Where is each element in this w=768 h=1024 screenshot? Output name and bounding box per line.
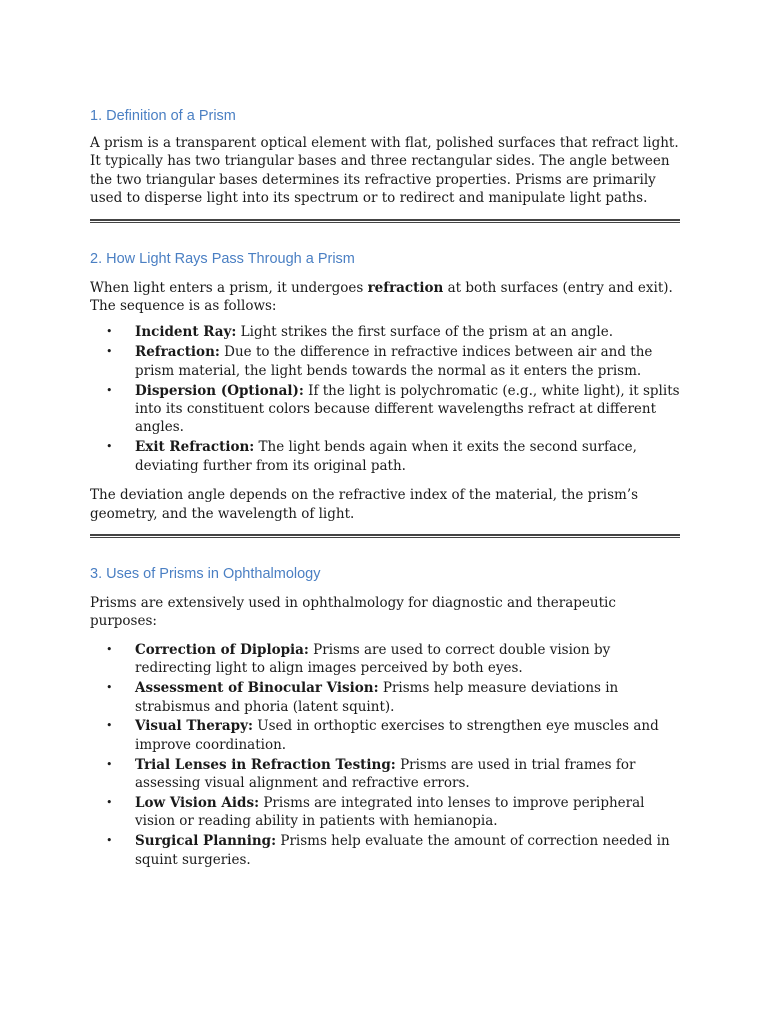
section-3-heading: 3. Uses of Prisms in Ophthalmology (90, 566, 321, 582)
list-item: • Correction of Diplopia: Prisms are used to correct double vision by redirecting light to align images perceived by both eyes. (106, 641, 611, 677)
section-3-list (90, 641, 680, 869)
list-item: • Trial Lenses in Refraction Testing: Prisms are used in trial frames for assessing visual alignment and refractive errors. (106, 756, 636, 792)
list-item: • Incident Ray: Light strikes the first surface of the prism at an angle. (106, 324, 614, 341)
list-item: • Visual Therapy: Used in orthoptic exercises to strengthen eye muscles and improve coordination. (106, 718, 659, 753)
section-2-intro: When light enters a prism, it undergoes refraction at both surfaces (entry and exit). The sequence is as follows: (90, 279, 673, 315)
list-item: • Dispersion (Optional): If the light is polychromatic (e.g., white light), it splits into its constituent colors because different wavelengths refract at different angles. (106, 382, 680, 436)
section-1-body: A prism is a transparent optical element with flat, polished surfaces that refract light. It typically has two triangular bases and three rectangular sides. The angle between the two triangular bases determines its refractive properties. Prisms are primarily used to disperse light into its spectrum or to redirect and manipulate light paths. (90, 135, 679, 207)
document-content (90, 106, 680, 869)
section-2-heading: 2. How Light Rays Pass Through a Prism (90, 250, 355, 267)
section-3-intro: Prisms are extensively used in ophthalmology for diagnostic and therapeutic purposes: (90, 595, 616, 630)
list-item: • Surgical Planning: Prisms help evaluate the amount of correction needed in squint surgeries. (106, 833, 670, 868)
section-1-heading: 1. Definition of a Prism (90, 108, 236, 124)
list-item: • Refraction: Due to the difference in refractive indices between air and the prism material, the light bends towards the normal as it enters the prism. (106, 344, 653, 379)
list-item: • Assessment of Binocular Vision: Prisms help measure deviations in strabismus and phoria (latent squint). (106, 680, 619, 715)
list-item: • Exit Refraction: The light bends again when it exits the second surface, deviating further from its original path. (106, 439, 637, 474)
section-2-list (90, 323, 680, 475)
section-2-outro: The deviation angle depends on the refractive index of the material, the prism’s geometry, and the wavelength of light. (90, 487, 639, 522)
list-item: • Low Vision Aids: Prisms are integrated into lenses to improve peripheral vision or reading ability in patients with hemianopia. (106, 795, 645, 830)
